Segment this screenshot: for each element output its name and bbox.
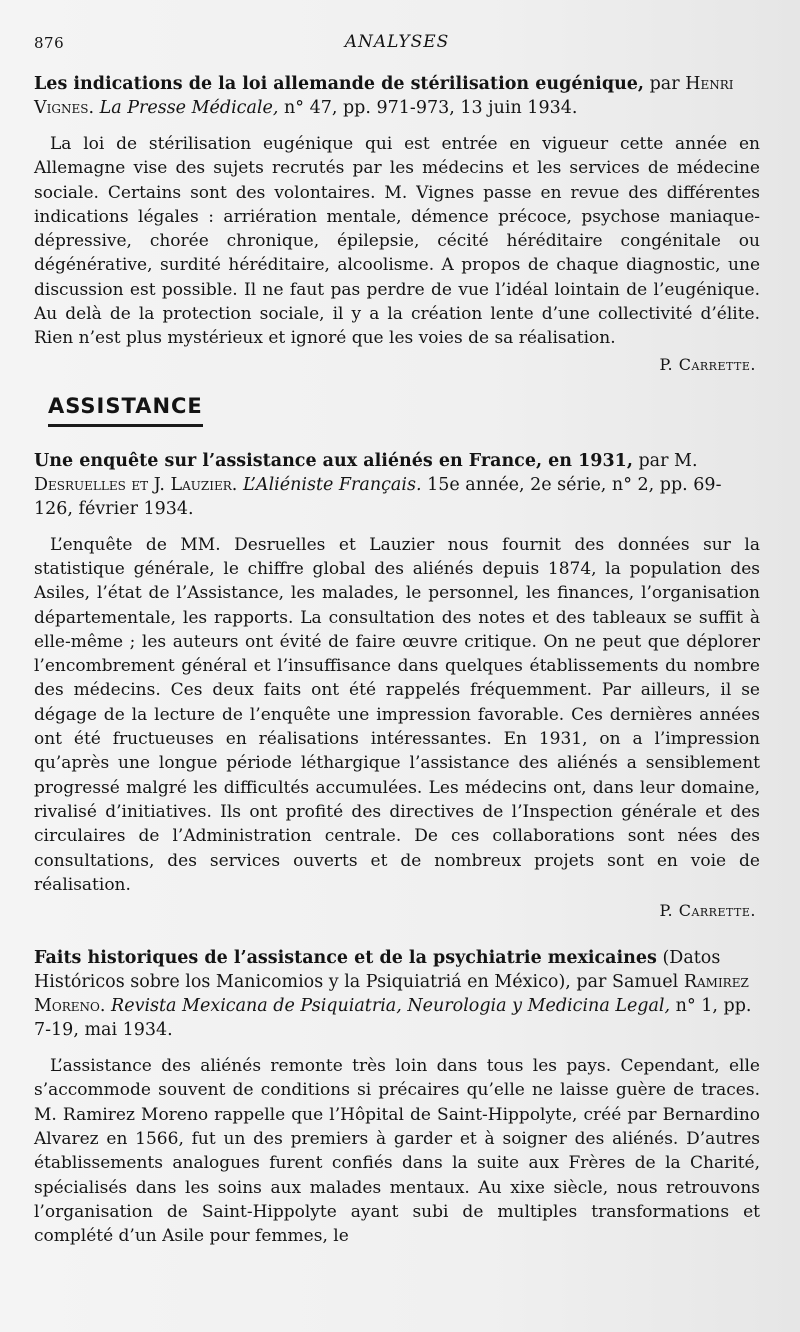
section-heading: ASSISTANCE [48,394,203,427]
article-by: par [649,74,680,94]
article-citation [34,946,760,1042]
article-by: par Samuel [576,972,679,993]
article-author: Ramirez Moreno. [34,972,749,1017]
article-signature [34,901,756,920]
article-body: L’assistance des aliénés remonte très loin dans tous les pays. Cependant, elle s’accommode souvent de conditions si précaires qu’elle ne laisse guère de traces. M. Ramirez Moreno rappelle que l’Hôpital de Saint-Hippolyte, créé par Bernardino Alvarez en 1566, fut un des premiers à garder et à soigner des aliénés. D’autres établissements analogues furent confiés dans la suite aux Frères de la Charité, spécialisés dans les soins aux malades mentaux. Au xixe siècle, nous retrouvons l’organisation de Saint-Hippolyte ayant subi de multiples transformations et complété d’un Asile pour femmes, le [34,1056,760,1247]
article-citation [34,449,760,521]
article-author: Henri Vignes. [34,74,734,118]
article-details: 15e année, 2e série, n° 2, pp. 69-126, février 1934. [34,474,722,519]
running-title: ANALYSES [344,32,450,52]
running-head [34,0,760,58]
article-journal: L’Aliéniste Français. [242,474,422,495]
article-body: L’enquête de MM. Desruelles et Lauzier nous fournit des données sur la statistique générale, le chiffre global des aliénés depuis 1874, la population des Asiles, l’état de l’Assistance, les malades, le personnel, les finances, l’organisation départementale, les rapports. La consultation des notes et des tableaux se suffit à elle-même ; les auteurs ont évité de faire œuvre critique. On ne peut que déplorer l’encombrement général et l’insuffisance dans quelques établissements du nombre des médecins. Ces deux faits ont été rappelés fréquemment. Par ailleurs, il se dégage de la lecture de l’enquête une impression favorable. Ces dernières années ont été fructueuses en réalisations intéressantes. En 1931, on a l’impression qu’après une longue période léthargique l’assistance des aliénés a sensiblement progressé malgré les difficultés accumulées. Les médecins ont, dans leur domaine, rivalisé d’initiatives. Ils ont profité des directives de l’Inspection générale et des circulaires de l’Administration centrale. De ces collaborations sont nées des consultations, des services ouverts et de nombreux projets sont en voie de réalisation. [34,534,760,895]
article-authors: Desruelles et J. Lauzier. [34,474,238,495]
signature-name: P. Carrette. [659,354,756,374]
article-title: Les indications de la loi allemande de stérilisation eugénique, [34,74,645,94]
article-subtitle: (Datos Históricos sobre los Manicomios y la Psiquiatriá en México), [34,948,721,993]
article-title: Une enquête sur l’assistance aux aliénés en France, en 1931, [34,450,633,471]
article-journal: Revista Mexicana de Psiquiatria, Neurologia y Medicina Legal, [111,996,671,1017]
article-details: n° 47, pp. 971-973, 13 juin 1934. [284,98,578,118]
article-details: n° 1, pp. 7-19, mai 1934. [34,996,752,1041]
article-body: La loi de stérilisation eugénique qui est entrée en vigueur cette année en Allemagne vise des sujets recrutés par les médecins et les services de médecine sociale. Certains sont des volontaires. M. Vignes passe en revue des différentes indications légales : arriération mentale, démence précoce, psychose maniaque-dépressive, chorée chronique, épilepsie, cécité héréditaire congénitale ou dégénérative, surdité héréditaire, alcoolisme. A propos de chaque diagnostic, une discussion est possible. Il ne faut pas perdre de vue l’idéal lointain de l’eugénique. Au delà de la protection sociale, il y a la création lente d’une collectivité d’élite. Rien n’est plus mystérieux et ignoré que les voies de sa réalisation. [34,134,760,349]
article-by: par M. [638,450,698,471]
article-sterilisation [34,72,760,374]
article-enquete [34,449,760,920]
article-signature [34,355,756,374]
article-journal: La Presse Médicale, [99,98,279,118]
signature-name: P. Carrette. [659,901,756,921]
article-title: Faits historiques de l’assistance et de la psychiatrie mexicaines [34,948,657,969]
article-mexique [34,946,760,1248]
page-number: 876 [34,34,65,52]
article-citation [34,72,760,120]
